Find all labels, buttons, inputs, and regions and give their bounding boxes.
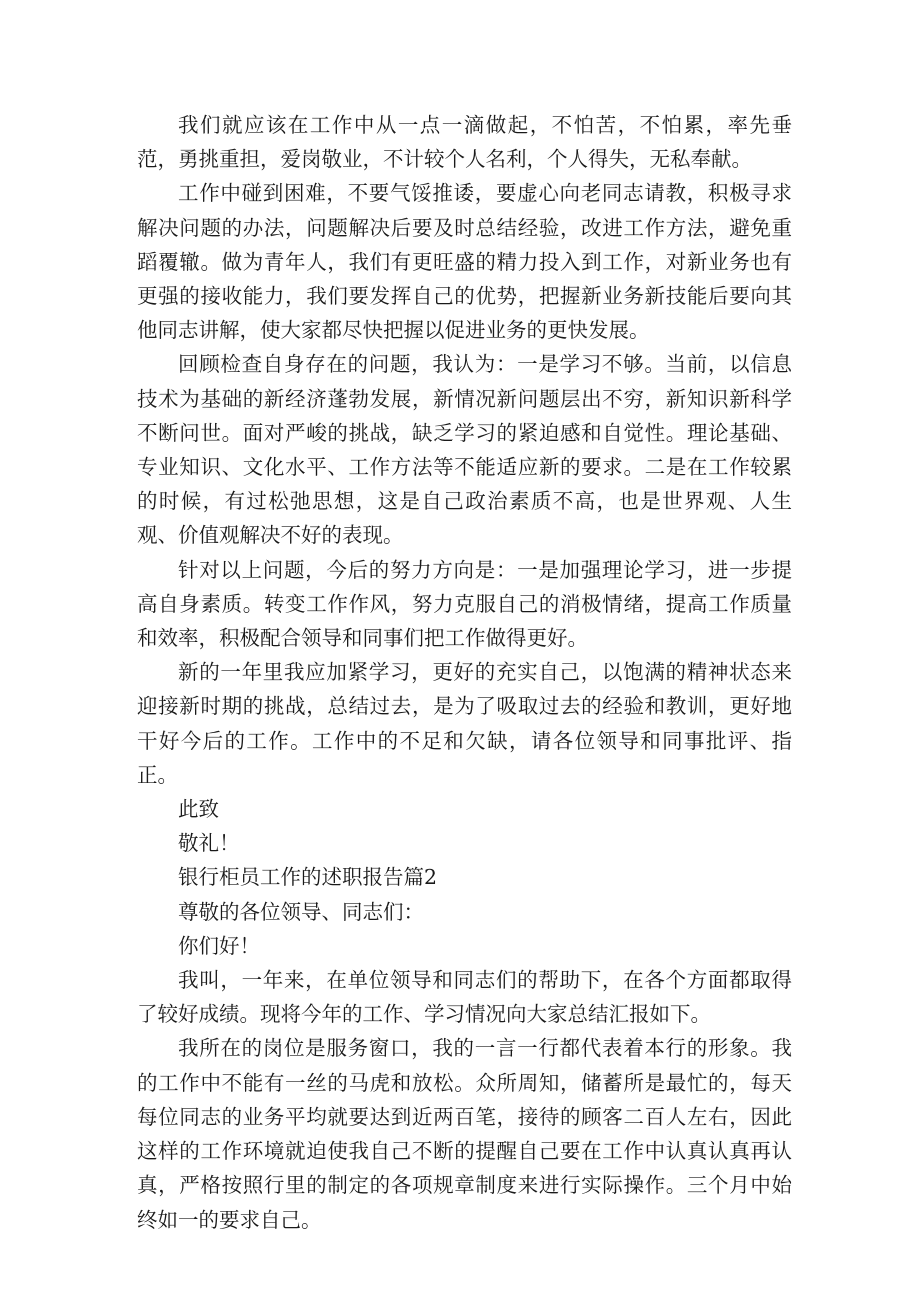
document-body bbox=[137, 108, 792, 1237]
section-title: 银行柜员工作的述职报告篇2 bbox=[178, 865, 438, 890]
greeting-hello: 你们好！ bbox=[178, 933, 260, 958]
paragraph-future-direction: 针对以上问题，今后的努力方向是：一是加强理论学习，进一步提高自身素质。转变工作作风，努力克服自己的消极情绪，提高工作质量和效率，积极配合领导和同事们把工作做得更好。 bbox=[137, 557, 792, 651]
closing-respect: 敬礼！ bbox=[178, 831, 240, 856]
paragraph-difficulties: 工作中碰到困难，不要气馁推诿，要虚心向老同志请教，积极寻求解决问题的办法，问题解决后要及时总结经验，改进工作方法，避免重蹈覆辙。做为青年人，我们有更旺盛的精力投入到工作，对新业务也有更强的接收能力，我们要发挥自己的优势，把握新业务新技能后要向其他同志讲解，使大家都尽快把握以促进业务的更快发展。 bbox=[137, 181, 792, 343]
paragraph-service-window: 我所在的岗位是服务窗口，我的一言一行都代表着本行的形象。我的工作中不能有一丝的马虎和放松。众所周知，储蓄所是最忙的，每天每位同志的业务平均就要达到近两百笔，接待的顾客二百人左右，因此这样的工作环境就迫使我自己不断的提醒自己要在工作中认真认真再认真，严格按照行里的制定的各项规章制度来进行实际操作。三个月中始终如一的要求自己。 bbox=[137, 1036, 792, 1232]
paragraph-new-year: 新的一年里我应加紧学习，更好的充实自己，以饱满的精神状态来迎接新时期的挑战，总结过去，是为了吸取过去的经验和教训，更好地干好今后的工作。工作中的不足和欠缺，请各位领导和同事批评、指正。 bbox=[137, 660, 792, 787]
greeting-addressee: 尊敬的各位领导、同志们： bbox=[178, 899, 424, 924]
paragraph-dedication: 我们就应该在工作中从一点一滴做起，不怕苦，不怕累，率先垂范，勇挑重担，爱岗敬业，不计较个人名利，个人得失，无私奉献。 bbox=[137, 113, 792, 172]
closing-salutation: 此致 bbox=[178, 797, 219, 822]
paragraph-self-review: 回顾检查自身存在的问题，我认为：一是学习不够。当前，以信息技术为基础的新经济蓬勃发展，新情况新问题层出不穷，新知识新科学不断问世。面对严峻的挑战，缺乏学习的紧迫感和自觉性。理论基础、专业知识、文化水平、工作方法等不能适应新的要求。二是在工作较累的时候，有过松弛思想，这是自己政治素质不高，也是世界观、人生观、价值观解决不好的表现。 bbox=[137, 352, 792, 548]
paragraph-introduction: 我叫，一年来，在单位领导和同志们的帮助下，在各个方面都取得了较好成绩。现将今年的工作、学习情况向大家总结汇报如下。 bbox=[137, 968, 792, 1027]
